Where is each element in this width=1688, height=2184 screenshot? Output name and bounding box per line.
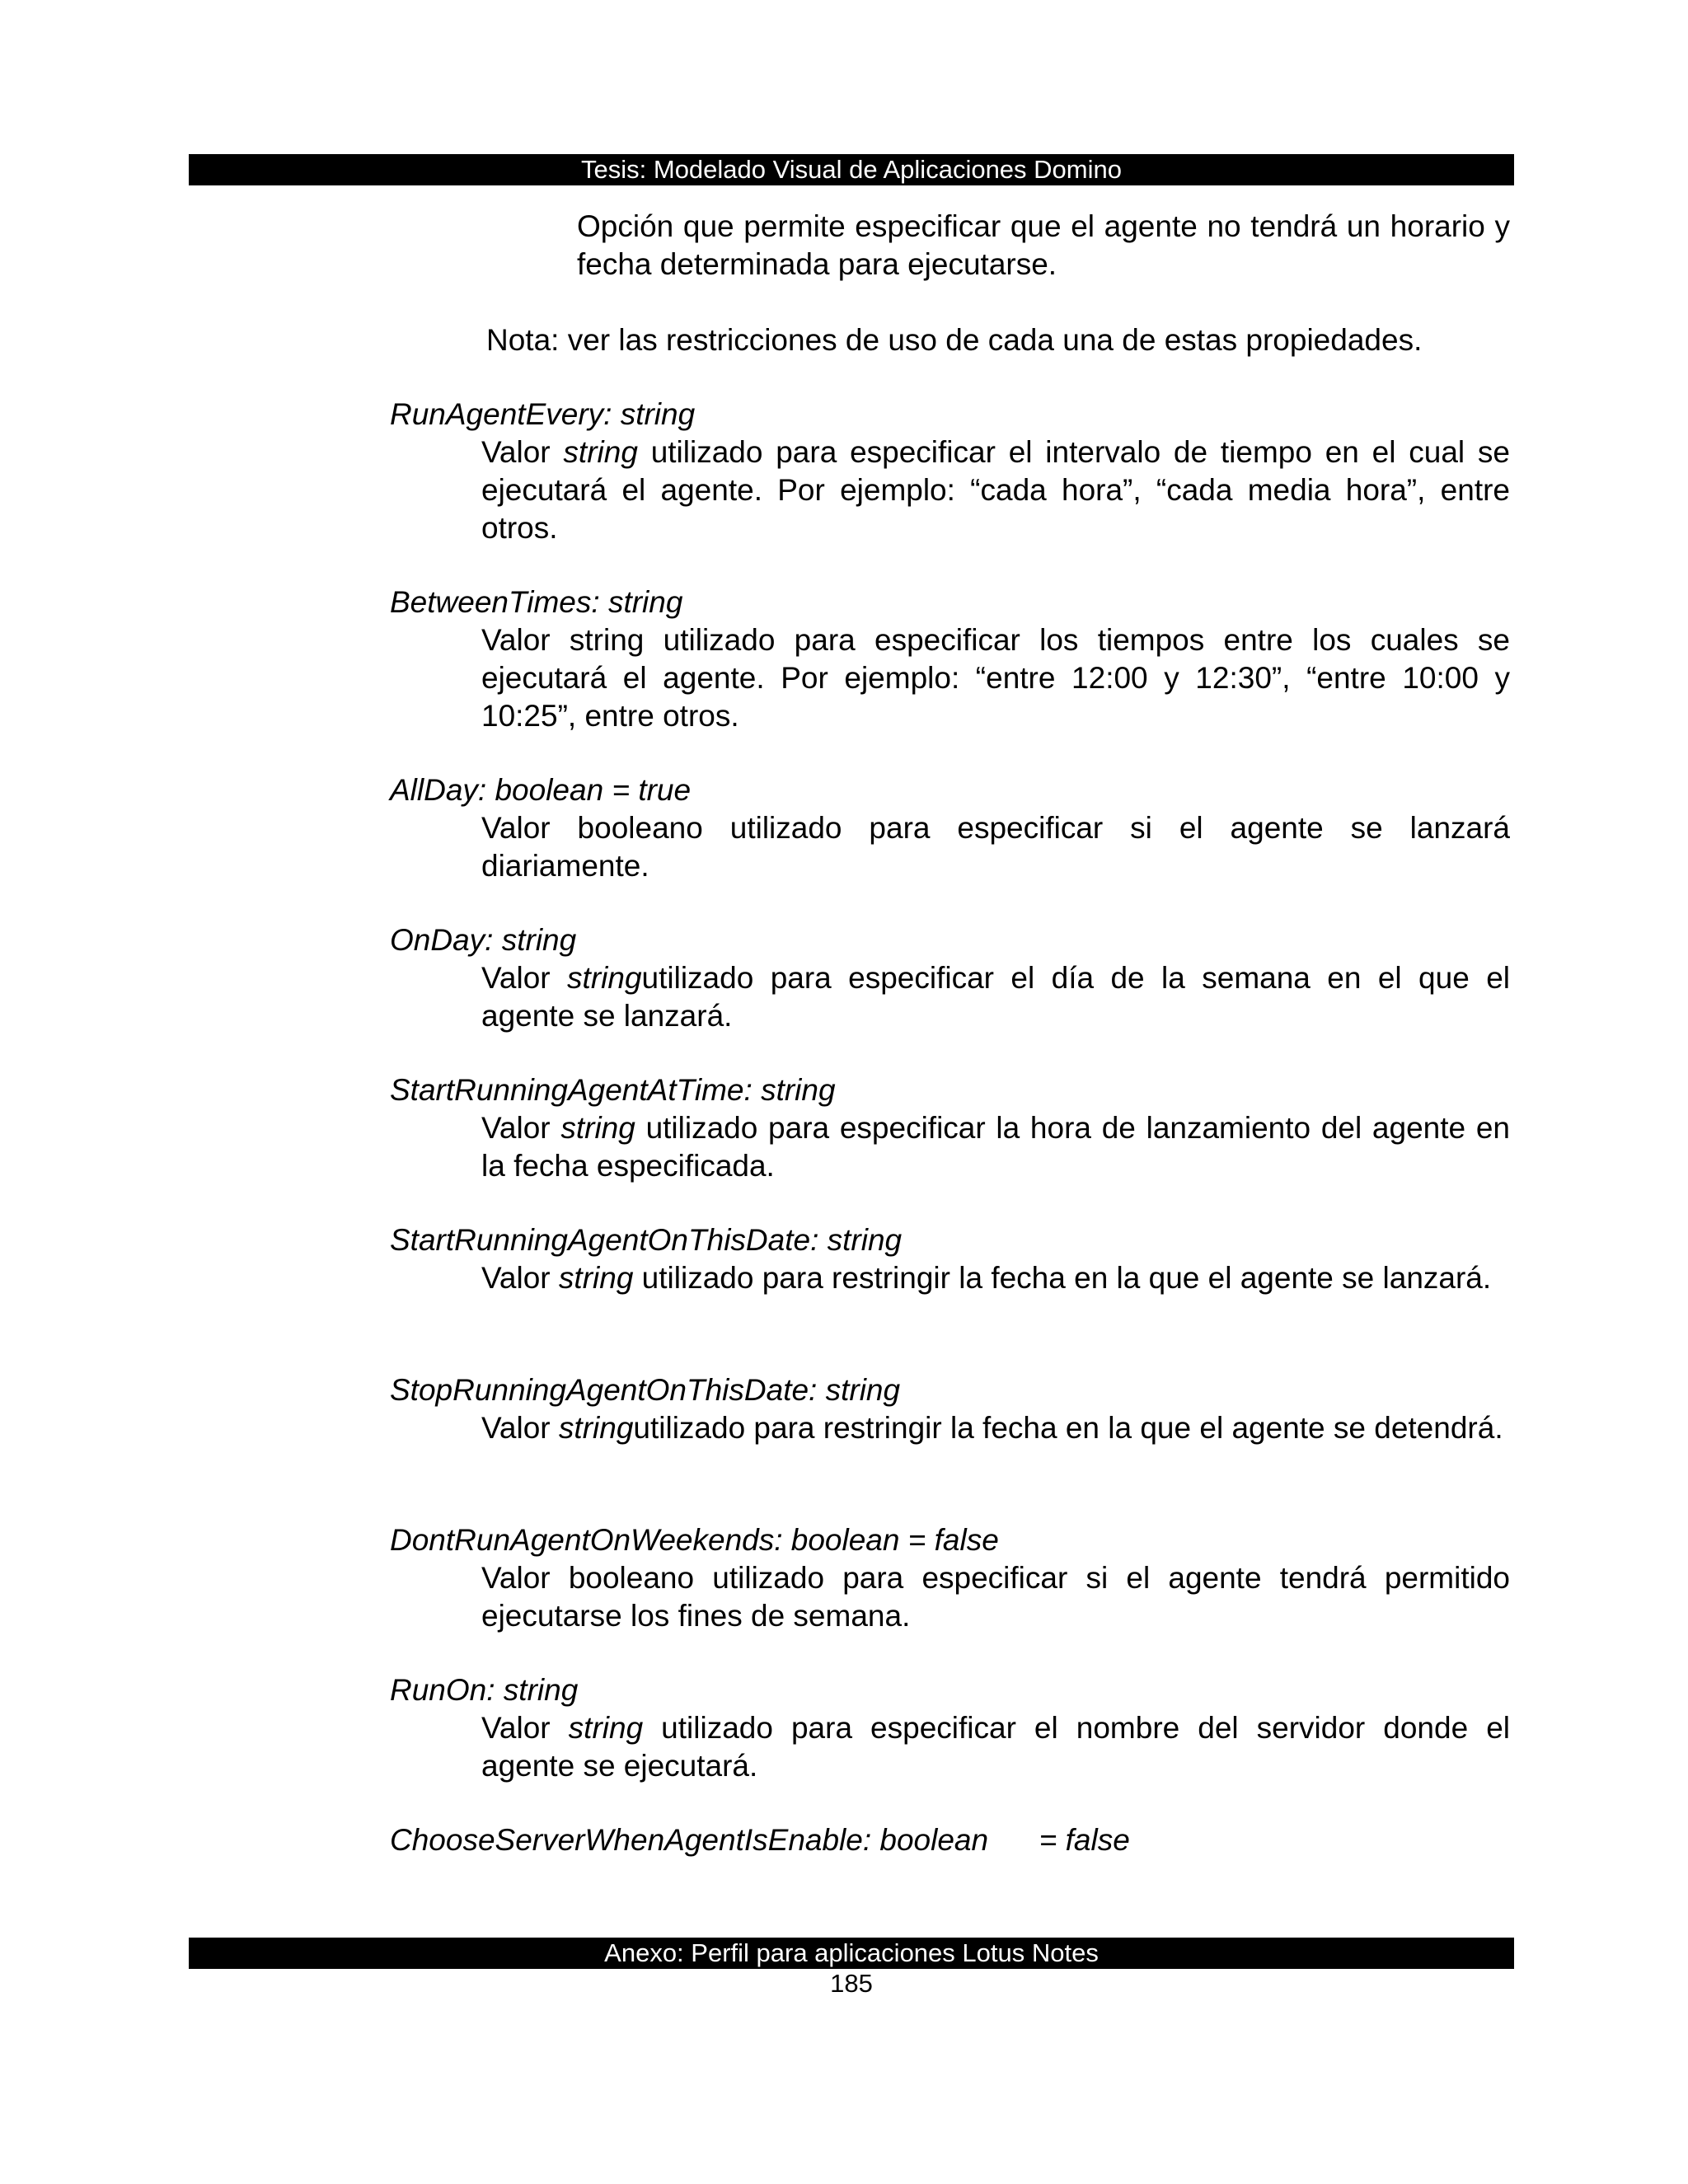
page-footer: Anexo: Perfil para aplicaciones Lotus Notes: [189, 1938, 1514, 1969]
property-description: Valor string utilizado para especificar los tiempos entre los cuales se ejecutará el agente. Por ejemplo: “entre 12:00 y 12:30”, “entre 10:00 y 10:25”, entre otros.: [481, 623, 1510, 733]
property-term: AllDay: boolean = true: [390, 773, 692, 807]
page-number: 185: [830, 1969, 873, 1998]
property-description: Valor string utilizado para especificar el nombre del servidor donde el agente se ejecutará.: [481, 1711, 1510, 1783]
property-description: Valor stringutilizado para especificar el día de la semana en el que el agente se lanzará.: [481, 961, 1510, 1033]
note-paragraph: Nota: ver las restricciones de uso de cada una de estas propiedades.: [486, 323, 1423, 357]
page-header: Tesis: Modelado Visual de Aplicaciones Domino: [189, 154, 1514, 185]
property-description: Valor stringutilizado para restringir la fecha en la que el agente se detendrá.: [481, 1411, 1503, 1445]
property-term: RunOn: string: [390, 1673, 579, 1707]
property-description: Valor string utilizado para especificar el intervalo de tiempo en el cual se ejecutará el agente. Por ejemplo: “cada hora”, “cada media hora”, entre otros.: [481, 435, 1510, 545]
property-description: Valor string utilizado para especificar la hora de lanzamiento del agente en la fecha especificada.: [481, 1111, 1510, 1183]
property-term: StartRunningAgentOnThisDate: string: [390, 1223, 903, 1257]
property-term: DontRunAgentOnWeekends: boolean = false: [390, 1523, 999, 1557]
property-term: BetweenTimes: string: [390, 585, 683, 619]
property-term: StartRunningAgentAtTime: string: [390, 1073, 836, 1107]
property-term: StopRunningAgentOnThisDate: string: [390, 1373, 901, 1407]
property-term-last: ChooseServerWhenAgentIsEnable: boolean = false: [390, 1823, 1130, 1857]
property-description: Valor booleano utilizado para especificar si el agente tendrá permitido ejecutarse los fines de semana.: [481, 1561, 1510, 1633]
property-description: Valor booleano utilizado para especificar si el agente se lanzará diariamente.: [481, 811, 1510, 883]
property-term: RunAgentEvery: string: [390, 397, 696, 431]
intro-paragraph: Opción que permite especificar que el agente no tendrá un horario y fecha determinada para ejecutarse.: [577, 209, 1510, 281]
property-description: Valor string utilizado para restringir la fecha en la que el agente se lanzará.: [481, 1261, 1492, 1295]
property-term: OnDay: string: [390, 923, 577, 957]
